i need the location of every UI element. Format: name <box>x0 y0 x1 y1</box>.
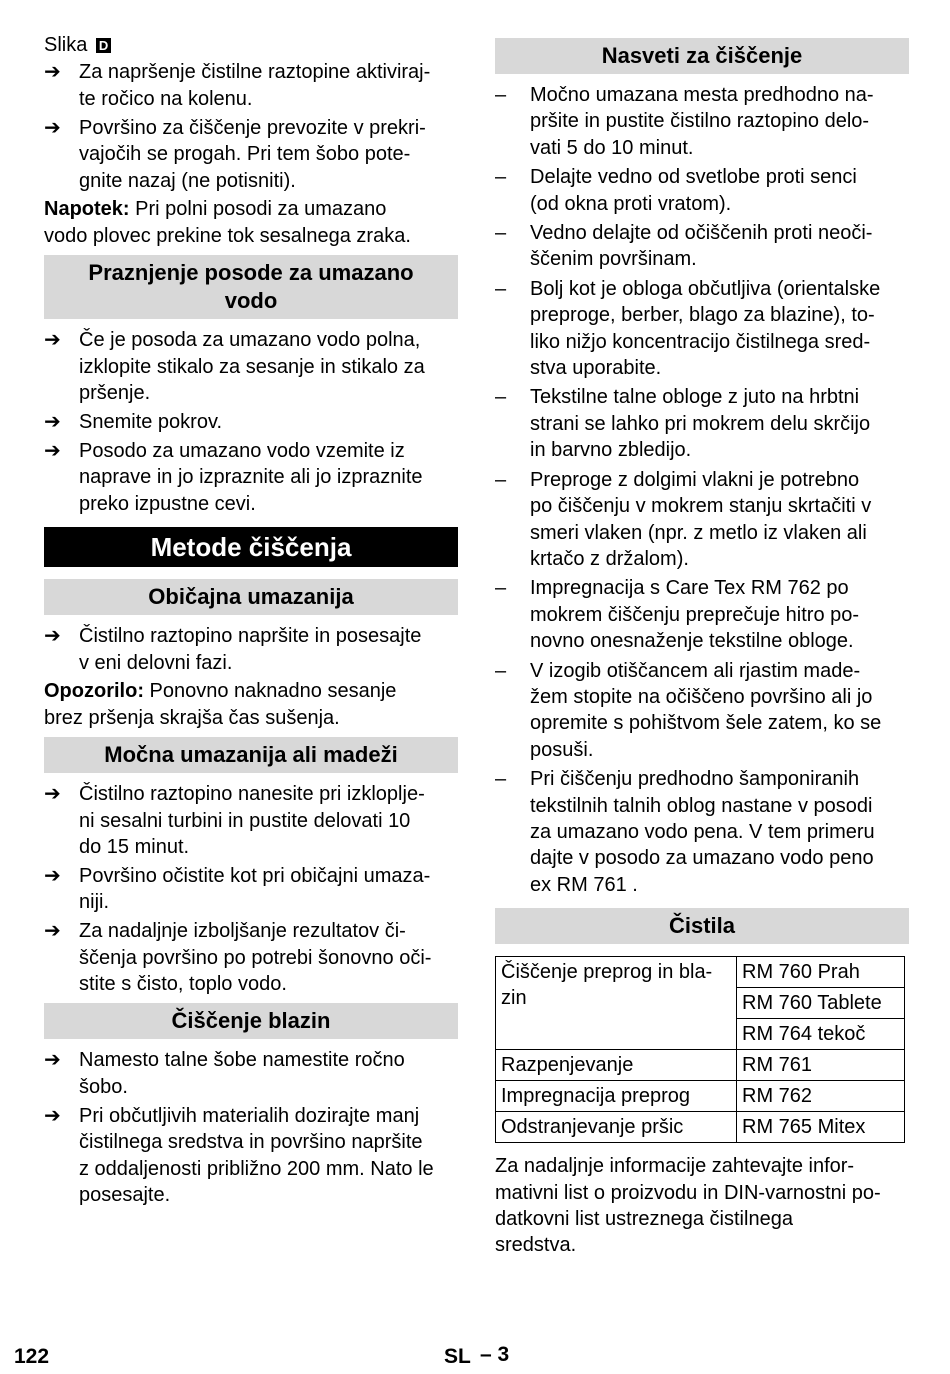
tip-text <box>530 768 875 896</box>
text-line: Čiščenje preprog in bla- <box>501 961 713 984</box>
dash-bullet-icon: – <box>495 659 507 682</box>
step-spray-and-vacuum <box>44 623 458 676</box>
arrow-right-icon: ➔ <box>44 329 61 352</box>
text-line: in barvno zbledijo. <box>530 439 692 462</box>
text-line: V izogib otiščancem ali rjastim made- <box>530 659 861 682</box>
section-page-number: – 3 <box>480 1343 510 1366</box>
language-code: SL <box>444 1345 471 1368</box>
text-line: šobo. <box>79 1075 128 1098</box>
text-line: preproge, berber, blago za blazine), to- <box>530 304 875 327</box>
step-text <box>79 1103 458 1209</box>
text-line: Delajte vedno od svetlobe proti senci <box>530 166 857 189</box>
text-line: ex RM 761 . <box>530 873 638 896</box>
text-line: Čistilno raztopino napršite in posesajte <box>79 625 422 648</box>
tip-list-item <box>495 164 909 217</box>
step-text <box>79 115 458 194</box>
tip-text <box>530 222 872 270</box>
tip-list-item <box>495 658 909 764</box>
text-line: te ročico na kolenu. <box>79 87 253 110</box>
tip-text <box>530 84 874 159</box>
table-cell-value: RM 764 tekoč <box>737 1019 905 1050</box>
cleaning-agents-table <box>495 956 905 1143</box>
dash-bullet-icon: – <box>495 386 507 409</box>
arrow-right-icon: ➔ <box>44 920 61 943</box>
text-line: strani se lahko pri mokrem delu skrčijo <box>530 412 871 435</box>
text-line: tekstilnih talnih oblog nastane v posodi <box>530 794 873 817</box>
warning-paragraph <box>44 678 458 731</box>
table-cell-value: RM 760 Prah <box>737 957 905 988</box>
figure-label-text: Slika <box>44 34 88 56</box>
heading-line: Praznjenje posode za umazano <box>88 260 414 286</box>
text-line: z oddaljenosti približno 200 mm. Nato le <box>79 1157 434 1180</box>
text-line: mativni list o proizvodu in DIN-varnostni po- <box>495 1181 881 1204</box>
figure-letter-box: D <box>96 38 111 53</box>
text-line: Pri občutljivih materialih dozirajte manj <box>79 1104 420 1127</box>
text-line: smeri vlaken (npr. z metlo iz vlaken ali <box>530 521 867 544</box>
text-line: Površino očistite kot pri običajni umaza- <box>79 864 431 887</box>
arrow-right-icon: ➔ <box>44 439 61 462</box>
step-mount-hand-nozzle <box>44 1047 458 1100</box>
dash-bullet-icon: – <box>495 577 507 600</box>
step-rinse-warm-water <box>44 918 458 997</box>
text-line: mokrem čiščenju preprečuje hitro po- <box>530 603 860 626</box>
tip-text <box>530 577 859 652</box>
table-row <box>496 1050 905 1081</box>
tip-text <box>530 278 880 379</box>
step-text <box>79 918 458 997</box>
text-line: v eni delovni fazi. <box>79 651 233 674</box>
table-cell-value: RM 765 Mitex <box>737 1112 905 1143</box>
text-line: Močno umazana mesta predhodno na- <box>530 84 874 106</box>
text-line: krtačo z držalom). <box>530 547 689 570</box>
text-line: Preproge z dolgimi vlakni je potrebno <box>530 468 860 491</box>
text-line: ščenja površino po potrebi šonovno oči- <box>79 946 432 969</box>
tip-list-item <box>495 575 909 654</box>
dash-bullet-icon: – <box>495 468 507 491</box>
table-cell-value: RM 760 Tablete <box>737 988 905 1019</box>
tip-list-item <box>495 467 909 573</box>
arrow-right-icon: ➔ <box>44 61 61 84</box>
arrow-right-icon: ➔ <box>44 625 61 648</box>
dash-bullet-icon: – <box>495 166 507 189</box>
text-line: vodo plovec prekine tok sesalnega zraka. <box>44 224 411 247</box>
text-line: posuši. <box>530 738 594 761</box>
dash-bullet-icon: – <box>495 222 507 245</box>
tip-list-item <box>495 276 909 382</box>
arrow-right-icon: ➔ <box>44 116 61 139</box>
arrow-right-icon: ➔ <box>44 410 61 433</box>
step-text <box>79 781 458 860</box>
text-line: stite s čisto, toplo vodo. <box>79 973 287 996</box>
tip-list-item <box>495 220 909 273</box>
warning-label: Opozorilo: <box>44 680 144 703</box>
text-line: čistilnega sredstva in površino napršite <box>79 1131 423 1154</box>
text-line: po čiščenju v mokrem stanju skrtačiti v <box>530 495 872 518</box>
note-paragraph <box>44 196 458 249</box>
text-line: izklopite stikalo za sesanje in stikalo za <box>79 355 425 378</box>
tip-list-item <box>495 384 909 463</box>
text-line: vajočih se progah. Pri tem šobo pote- <box>79 143 411 166</box>
figure-label <box>44 32 458 58</box>
tip-list-item <box>495 766 909 898</box>
text-line: brez pršenja skrajša čas sušenja. <box>44 706 340 729</box>
heading-cushion-cleaning: Čiščenje blazin <box>44 1003 458 1039</box>
text-line: pršite in pustite čistilno raztopino delo- <box>530 110 870 133</box>
text-line: posesajte. <box>79 1184 171 1206</box>
step-text <box>79 327 458 406</box>
table-cell-value: RM 762 <box>737 1081 905 1112</box>
step-text <box>79 1047 458 1100</box>
text-line: stva uporabite. <box>530 357 662 380</box>
arrow-right-icon: ➔ <box>44 1104 61 1127</box>
text-line: gnite nazaj (ne potisniti). <box>79 169 296 192</box>
heading-heavy-dirt: Močna umazanija ali madeži <box>44 737 458 773</box>
text-line: (od okna proti vratom). <box>530 192 732 215</box>
left-column <box>44 32 458 1211</box>
text-line: Za nadaljnje informacije zahtevajte infor- <box>495 1155 855 1178</box>
cleaning-tips-list <box>495 82 909 898</box>
text-line: Impregnacija s Care Tex RM 762 po <box>530 577 849 600</box>
table-cell-label: Razpenjevanje <box>496 1050 737 1081</box>
step-text <box>79 409 458 435</box>
tip-text <box>530 660 881 761</box>
dash-bullet-icon: – <box>495 277 507 300</box>
heading-normal-dirt: Običajna umazanija <box>44 579 458 615</box>
text-line: Bolj kot je obloga občutljiva (orientalske <box>530 277 881 300</box>
dash-bullet-icon: – <box>495 768 507 791</box>
text-line: novno onesnaženje tekstilne obloge. <box>530 630 854 653</box>
tip-text <box>530 386 870 461</box>
text-line: Vedno delajte od očiščenih proti neoči- <box>530 222 873 245</box>
note-label: Napotek: <box>44 198 130 221</box>
table-cell-label: Impregnacija preprog <box>496 1081 737 1112</box>
table-row <box>496 957 905 988</box>
text-line: pršenje. <box>79 382 151 405</box>
closing-paragraph <box>495 1153 909 1259</box>
right-column <box>495 32 909 1259</box>
table-cell-value: RM 761 <box>737 1050 905 1081</box>
text-line: Namesto talne šobe namestite ročno <box>79 1049 405 1072</box>
heading-cleaning-agents: Čistila <box>495 908 909 944</box>
step-text <box>79 59 458 112</box>
text-line: Tekstilne talne obloge z juto na hrbtni <box>530 386 860 409</box>
text-line: preko izpustne cevi. <box>79 492 256 515</box>
step-sensitive-materials <box>44 1103 458 1209</box>
text-line: sredstva. <box>495 1234 577 1257</box>
heading-empty-tank <box>44 255 458 319</box>
text-line: ščenim površinam. <box>530 248 697 271</box>
table-row <box>496 1112 905 1143</box>
heading-cleaning-tips: Nasveti za čiščenje <box>495 38 909 74</box>
text-line: liko nižjo koncentracijo čistilnega sred- <box>530 330 871 353</box>
text-line: datkovni list ustreznega čistilnega <box>495 1208 793 1230</box>
text-line: Za nadaljnje izboljšanje rezultatov či- <box>79 920 406 943</box>
text-line: zin <box>501 987 527 1010</box>
step-text <box>79 623 458 676</box>
text-line: Čistilno raztopino nanesite pri izklopljе- <box>79 783 425 806</box>
text-line: Ponovno naknadno sesanje <box>143 680 397 703</box>
page-number: 122 <box>14 1345 50 1368</box>
table-row <box>496 1081 905 1112</box>
main-heading-cleaning-methods: Metode čiščenja <box>44 527 458 567</box>
arrow-right-icon: ➔ <box>44 1049 61 1072</box>
text-line: Površino za čiščenje prevozite v prekri- <box>79 116 426 139</box>
text-line: ni sesalni turbini in pustite delovati 10 <box>79 809 411 832</box>
step-empty-tank <box>44 438 458 517</box>
text-line: naprave in jo izpraznite ali jo izpraznite <box>79 466 423 489</box>
text-line: Snemite pokrov. <box>79 410 223 433</box>
tip-text <box>530 469 871 570</box>
step-overlapping-strips <box>44 115 458 194</box>
tip-text <box>530 166 857 214</box>
arrow-right-icon: ➔ <box>44 783 61 806</box>
text-line: do 15 minut. <box>79 836 190 859</box>
text-line: vati 5 do 10 minut. <box>530 136 694 159</box>
step-apply-solution <box>44 781 458 860</box>
text-line: za umazano vodo pena. V tem primeru <box>530 820 875 843</box>
step-text <box>79 863 458 916</box>
table-cell-label <box>496 957 737 1050</box>
text-line: Za napršenje čistilne raztopine aktiviraj- <box>79 61 431 84</box>
table-cell-label: Odstranjevanje pršic <box>496 1112 737 1143</box>
text-line: žem stopite na očiščeno površino ali jo <box>530 685 873 708</box>
text-line: Pri polni posodi za umazano <box>129 198 387 221</box>
step-remove-cover <box>44 409 458 435</box>
step-switch-off <box>44 327 458 406</box>
text-line: dajte v posodo za umazano vodo peno <box>530 847 874 870</box>
heading-line: vodo <box>224 288 278 314</box>
text-line: opremite s pohištvom šele zatem, ko se <box>530 712 882 735</box>
arrow-right-icon: ➔ <box>44 864 61 887</box>
step-text <box>79 438 458 517</box>
text-line: Pri čiščenju predhodno šamponiranih <box>530 768 860 791</box>
text-line: niji. <box>79 891 110 914</box>
text-line: Posodo za umazano vodo vzemite iz <box>79 439 405 462</box>
step-activate-lever <box>44 59 458 112</box>
tip-list-item <box>495 82 909 161</box>
dash-bullet-icon: – <box>495 84 507 106</box>
step-clean-surface <box>44 863 458 916</box>
text-line: Če je posoda za umazano vodo polna, <box>79 329 421 352</box>
